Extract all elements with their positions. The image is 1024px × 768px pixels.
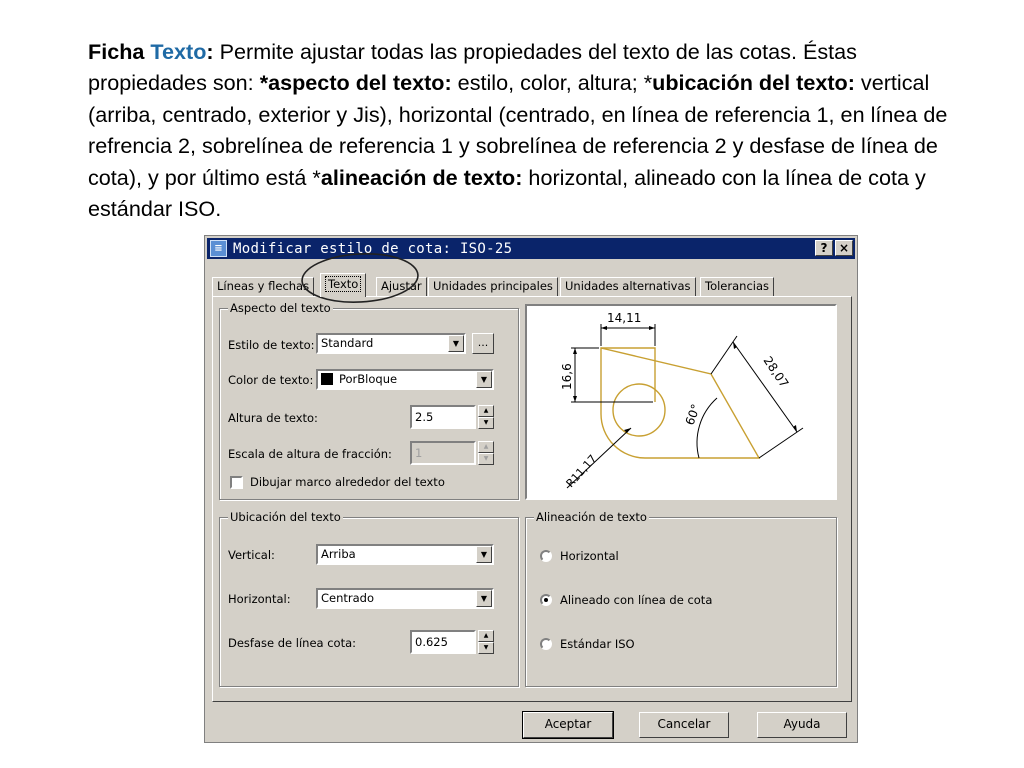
browse-style-button[interactable]: ... <box>472 333 494 354</box>
aspecto-group-label: Aspecto del texto <box>230 301 331 315</box>
colon: : <box>206 39 214 64</box>
chevron-down-icon[interactable]: ▼ <box>476 590 492 607</box>
spin-down-icon[interactable]: ▼ <box>478 417 494 429</box>
escala-spinner <box>410 441 494 465</box>
radio-alineado[interactable] <box>540 594 552 606</box>
bold-run-aspecto: *aspecto del texto: <box>259 70 452 96</box>
ubicacion-group-label: Ubicación del texto <box>230 510 341 524</box>
texto-panel <box>212 296 852 702</box>
text-run: estilo, color, altura; * <box>451 70 653 96</box>
tab-lineas-flechas[interactable]: Líneas y flechas <box>212 277 314 296</box>
chevron-down-icon[interactable]: ▼ <box>448 335 464 352</box>
text-run: Permite ajustar todas las propiedades del texto de las cotas. Éstas propiedades son: <box>88 39 857 96</box>
radio-alineado-label: Alineado con línea de cota <box>560 593 713 607</box>
slide-paragraph <box>88 36 968 224</box>
tab-unidades-principales[interactable]: Unidades principales <box>428 277 558 296</box>
horizontal-select[interactable] <box>316 588 494 609</box>
ok-button[interactable]: Aceptar <box>523 712 613 738</box>
estilo-select[interactable] <box>316 333 466 354</box>
dim-top-label: 14,11 <box>607 311 642 325</box>
texto-word: Texto <box>150 39 207 64</box>
color-value: PorBloque <box>339 372 398 386</box>
bold-run-alineacion: alineación de texto: <box>320 164 523 190</box>
close-button[interactable]: × <box>835 240 853 256</box>
tab-tolerancias[interactable]: Tolerancias <box>700 277 774 296</box>
help-title-button[interactable]: ? <box>815 240 833 256</box>
vertical-value: Arriba <box>321 547 356 561</box>
chevron-down-icon[interactable]: ▼ <box>476 546 492 563</box>
tab-ajustar[interactable]: Ajustar <box>376 277 427 296</box>
color-select[interactable] <box>316 369 494 390</box>
help-button[interactable]: Ayuda <box>757 712 847 738</box>
radius-label: R11,17 <box>563 452 600 491</box>
alineacion-group-label: Alineación de texto <box>536 510 647 524</box>
tab-texto-label: Texto <box>325 276 361 292</box>
preview-drawing <box>527 306 835 498</box>
desfase-input[interactable]: 0.625 <box>410 630 476 654</box>
marco-checkbox[interactable] <box>230 476 243 489</box>
tab-unidades-alternativas[interactable]: Unidades alternativas <box>560 277 696 296</box>
modify-dimension-style-dialog <box>204 235 858 743</box>
radio-iso[interactable] <box>540 638 552 650</box>
radio-horizontal[interactable] <box>540 550 552 562</box>
spin-up-icon: ▲ <box>478 441 494 453</box>
spin-up-icon[interactable]: ▲ <box>478 630 494 642</box>
ficha-word: Ficha <box>88 39 151 64</box>
horizontal-value: Centrado <box>321 591 375 605</box>
spin-up-icon[interactable]: ▲ <box>478 405 494 417</box>
spin-down-icon[interactable]: ▼ <box>478 642 494 654</box>
estilo-value: Standard <box>321 336 374 350</box>
horizontal-label: Horizontal: <box>228 592 291 606</box>
dim-diag-label: 28,07 <box>760 353 792 391</box>
ubicacion-group <box>219 510 519 687</box>
app-icon: ≡ <box>210 240 227 257</box>
alineacion-group <box>525 510 837 687</box>
vertical-select[interactable] <box>316 544 494 565</box>
escala-label: Escala de altura de fracción: <box>228 447 392 461</box>
desfase-spinner[interactable] <box>410 630 494 654</box>
radio-iso-label: Estándar ISO <box>560 637 635 651</box>
altura-input[interactable]: 2.5 <box>410 405 476 429</box>
text-run: vertical (arriba, centrado, exterior y Jis), horizontal (centrado, en línea de referencia 1, en línea de refrencia 2, sobrelínea de referencia 1 y sobrelínea de referencia 2 y desfase de línea de cota), y por último está * <box>88 70 948 190</box>
spin-down-icon: ▼ <box>478 453 494 465</box>
altura-label: Altura de texto: <box>228 411 318 425</box>
radio-horizontal-label: Horizontal <box>560 549 619 563</box>
dialog-title: Modificar estilo de cota: ISO-25 <box>233 241 513 257</box>
bold-run-ubicacion: ubicación del texto: <box>652 70 855 96</box>
altura-spinner[interactable] <box>410 405 494 429</box>
tab-texto[interactable] <box>320 273 366 297</box>
color-swatch <box>321 373 333 385</box>
desfase-label: Desfase de línea cota: <box>228 636 357 650</box>
dimension-preview <box>525 304 837 500</box>
text-run: horizontal, alineado con la línea de cota y estándar ISO. <box>88 164 926 222</box>
vertical-label: Vertical: <box>228 548 275 562</box>
aspecto-group <box>219 301 519 500</box>
marco-label: Dibujar marco alrededor del texto <box>250 475 445 489</box>
angle-label: 60° <box>682 402 704 428</box>
escala-input: 1 <box>410 441 476 465</box>
dim-left-label: 16,6 <box>560 363 574 390</box>
chevron-down-icon[interactable]: ▼ <box>476 371 492 388</box>
estilo-label: Estilo de texto: <box>228 338 315 352</box>
color-label: Color de texto: <box>228 373 314 387</box>
cancel-button[interactable]: Cancelar <box>639 712 729 738</box>
